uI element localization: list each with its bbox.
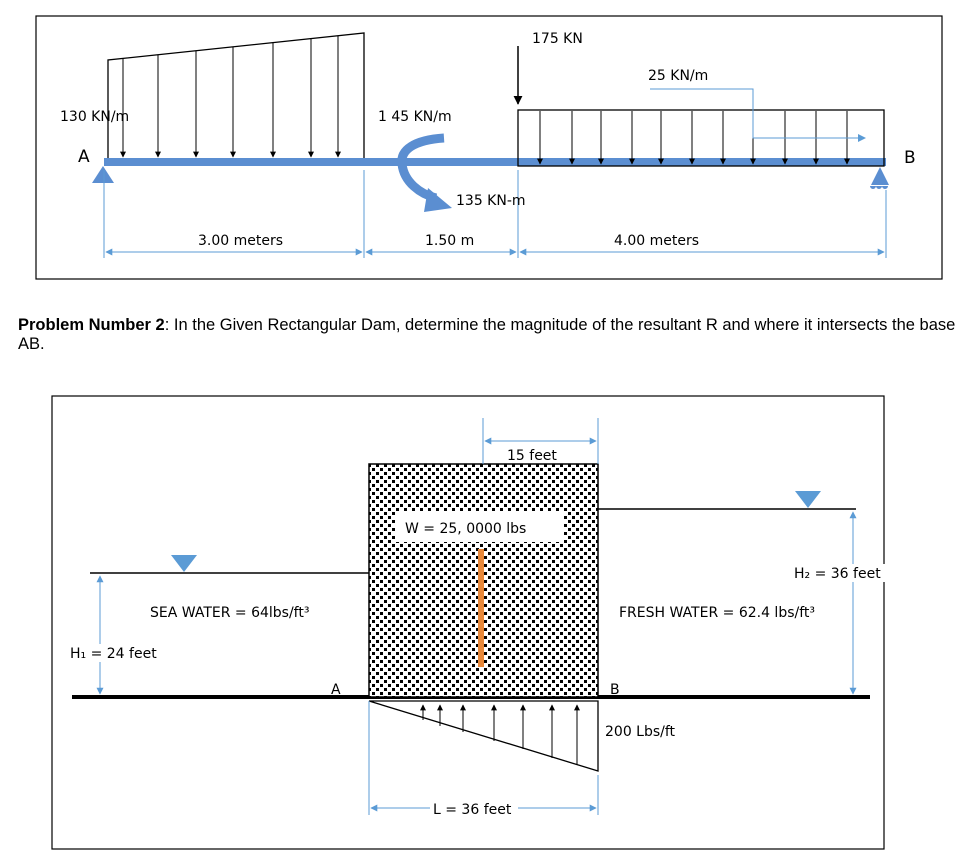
dam-diagram bbox=[52, 396, 886, 849]
h2-label: H₂ = 36 feet bbox=[794, 566, 881, 582]
load-left-end-label: 1 45 KN/m bbox=[378, 109, 452, 125]
problem-number-label: Problem Number 2 bbox=[18, 316, 165, 334]
weight-arrow bbox=[478, 549, 484, 667]
uniform-load-label: 25 KN/m bbox=[648, 68, 709, 84]
sea-water-label: SEA WATER = 64lbs/ft³ bbox=[150, 605, 310, 621]
uplift-label: 200 Lbs/ft bbox=[605, 724, 676, 740]
dim-4m-label: 4.00 meters bbox=[614, 233, 700, 249]
moment-arrow bbox=[402, 138, 444, 198]
problem-statement bbox=[18, 316, 958, 354]
dim-3m-label: 3.00 meters bbox=[198, 233, 284, 249]
h1-label: H₁ = 24 feet bbox=[70, 646, 157, 662]
base-length-label: L = 36 feet bbox=[433, 802, 512, 818]
dim-1-5m-label: 1.50 m bbox=[425, 233, 475, 249]
uplift-pressure-diagram bbox=[369, 701, 598, 771]
support-b-label: B bbox=[904, 148, 916, 168]
point-b-label: B bbox=[610, 682, 620, 698]
problem-text: : In the Given Rectangular Dam, determine the magnitude of the resultant R and where it intersects the base AB. bbox=[18, 316, 956, 353]
width-label: 15 feet bbox=[507, 448, 557, 464]
weight-label: W = 25, 0000 lbs bbox=[405, 521, 527, 537]
point-a-label: A bbox=[331, 682, 341, 698]
uniform-load bbox=[518, 89, 884, 166]
beam-frame bbox=[36, 16, 942, 279]
load-left-start-label: 130 KN/m bbox=[60, 109, 130, 125]
trapezoidal-load bbox=[108, 33, 364, 158]
moment-arrowhead bbox=[424, 188, 452, 212]
beam bbox=[104, 158, 886, 166]
support-a-label: A bbox=[78, 147, 90, 167]
beam-diagram bbox=[36, 16, 942, 279]
support-b-roller bbox=[870, 167, 889, 189]
fresh-water-level-icon bbox=[795, 491, 821, 508]
fresh-water-label: FRESH WATER = 62.4 lbs/ft³ bbox=[619, 605, 816, 621]
moment-label: 135 KN-m bbox=[456, 193, 526, 209]
sea-water-level-icon bbox=[171, 555, 197, 572]
support-a-triangle bbox=[92, 166, 114, 183]
point-load-label: 175 KN bbox=[532, 31, 583, 47]
